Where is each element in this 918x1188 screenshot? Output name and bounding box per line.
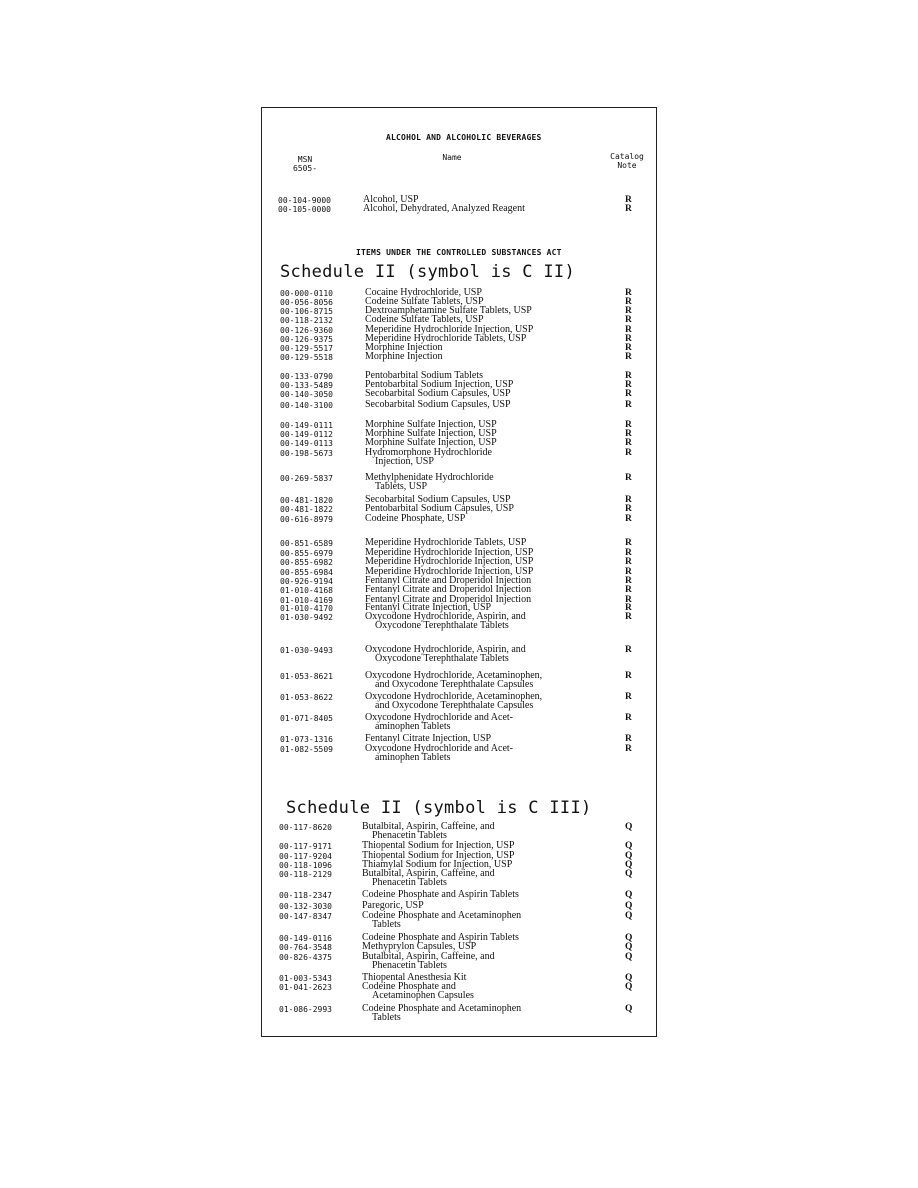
item-msn: 00-855-6982 (280, 558, 333, 567)
item-name: Oxycodone Hydrochloride, Aspirin, and (365, 611, 526, 622)
item-name: Meperidine Hydrochloride Injection, USP (365, 547, 534, 558)
item-msn: 00-133-0790 (280, 372, 333, 381)
item-msn: 01-010-4169 (280, 596, 333, 605)
item-catalog-note: R (625, 504, 632, 514)
item-catalog-note: R (625, 671, 632, 681)
item-name: Morphine Sulfate Injection, USP (365, 437, 497, 448)
item-catalog-note: R (625, 595, 632, 605)
item-msn: 00-118-2129 (279, 870, 332, 879)
item-catalog-note: Q (625, 982, 633, 992)
catalog-page (261, 107, 657, 1037)
item-msn: 00-105-0000 (278, 205, 331, 214)
item-msn: 00-149-0116 (279, 934, 332, 943)
item-msn: 01-053-8622 (280, 693, 333, 702)
msn-header (290, 155, 320, 173)
item-name-continued: Phenacetin Tablets (372, 830, 447, 841)
item-catalog-note: R (625, 420, 632, 430)
item-catalog-note: R (625, 325, 632, 335)
item-catalog-note: R (625, 195, 632, 205)
item-name: Alcohol, Dehydrated, Analyzed Reagent (363, 203, 525, 214)
item-name: Morphine Sulfate Injection, USP (365, 419, 497, 430)
item-catalog-note: Q (625, 901, 633, 911)
item-catalog-note: Q (625, 851, 633, 861)
name-header: Name (442, 153, 462, 162)
item-name-continued: aminophen Tablets (375, 752, 451, 763)
item-msn: 00-269-5837 (280, 474, 333, 483)
item-catalog-note: Q (625, 911, 633, 921)
item-msn: 00-147-8347 (279, 912, 332, 921)
msn-header-prefix: 6505- (292, 164, 318, 173)
item-catalog-note: Q (625, 1004, 633, 1014)
item-msn: 00-481-1822 (280, 505, 333, 514)
item-msn: 00-126-9360 (280, 326, 333, 335)
item-msn: 00-481-1820 (280, 496, 333, 505)
item-catalog-note: Q (625, 841, 633, 851)
item-name: Codeine Phosphate and Acetaminophen (362, 1003, 522, 1014)
item-name-continued: and Oxycodone Terephthalate Capsules (375, 700, 534, 711)
item-catalog-note: R (625, 473, 632, 483)
item-name: Paregoric, USP (362, 900, 424, 911)
item-name: Secobarbital Sodium Capsules, USP (365, 388, 511, 399)
item-name-continued: aminophen Tablets (375, 721, 451, 732)
item-name: Meperidine Hydrochloride Injection, USP (365, 566, 534, 577)
item-name: Codeine Phosphate and Aspirin Tablets (362, 932, 519, 943)
item-msn: 00-616-8979 (280, 515, 333, 524)
item-catalog-note: R (625, 334, 632, 344)
item-name-continued: Tablets (372, 919, 401, 930)
item-name: Fentanyl Citrate Injection, USP (365, 733, 492, 744)
item-name: Meperidine Hydrochloride Tablets, USP (365, 537, 527, 548)
item-catalog-note: R (625, 343, 632, 353)
item-catalog-note: Q (625, 952, 633, 962)
item-name: Morphine Injection (365, 342, 443, 353)
item-catalog-note: R (625, 448, 632, 458)
item-name: Codeine Sulfate Tablets, USP (365, 314, 484, 325)
item-name: Thiopental Sodium for Injection, USP (362, 850, 515, 861)
item-msn: 01-010-4168 (280, 586, 333, 595)
schedule-ii-title: Schedule II (symbol is C II) (280, 262, 575, 282)
item-catalog-note: Q (625, 933, 633, 943)
item-catalog-note: R (625, 567, 632, 577)
item-name: Oxycodone Hydrochloride, Aspirin, and (365, 644, 526, 655)
item-name: Meperidine Hydrochloride Injection, USP (365, 324, 534, 335)
item-msn: 00-926-9194 (280, 577, 333, 586)
item-msn: 01-041-2623 (279, 983, 332, 992)
item-name: Codeine Phosphate and Aspirin Tablets (362, 889, 519, 900)
item-catalog-note: R (625, 495, 632, 505)
item-name: Codeine Phosphate, USP (365, 513, 466, 524)
item-catalog-note: R (625, 603, 632, 613)
item-catalog-note: R (625, 438, 632, 448)
item-catalog-note: Q (625, 942, 633, 952)
item-msn: 00-118-2347 (279, 891, 332, 900)
item-name: Butalbital, Aspirin, Caffeine, and (362, 951, 495, 962)
item-msn: 01-003-5343 (279, 974, 332, 983)
item-name-continued: Tablets (372, 1012, 401, 1023)
item-msn: 00-117-8620 (279, 823, 332, 832)
item-msn: 00-149-0112 (280, 430, 333, 439)
item-name: Oxycodone Hydrochloride and Acet- (365, 743, 514, 754)
item-name: Butalbital, Aspirin, Caffeine, and (362, 868, 495, 879)
item-catalog-note: R (625, 692, 632, 702)
item-catalog-note: R (625, 585, 632, 595)
item-name: Thiamylal Sodium for Injection, USP (362, 859, 513, 870)
item-catalog-note: R (625, 538, 632, 548)
item-name: Pentobarbital Sodium Capsules, USP (365, 503, 514, 514)
item-name-continued: Acetaminophen Capsules (372, 990, 474, 1001)
item-msn: 00-056-8056 (280, 298, 333, 307)
item-name: Cocaine Hydrochloride, USP (365, 287, 482, 298)
item-msn: 00-117-9204 (279, 852, 332, 861)
item-catalog-note: Q (625, 869, 633, 879)
item-catalog-note: R (625, 204, 632, 214)
item-msn: 00-198-5673 (280, 449, 333, 458)
item-name: Codeine Phosphate and (362, 981, 456, 992)
item-name: Meperidine Hydrochloride Injection, USP (365, 556, 534, 567)
item-catalog-note: R (625, 548, 632, 558)
item-catalog-note: R (625, 371, 632, 381)
item-catalog-note: R (625, 576, 632, 586)
item-catalog-note: R (625, 612, 632, 622)
item-name: Pentobarbital Sodium Injection, USP (365, 379, 514, 390)
schedule-iii-title: Schedule II (symbol is C III) (286, 798, 592, 818)
item-name-continued: Tablets, USP (375, 481, 428, 492)
item-name: Thiopental Anesthesia Kit (362, 972, 467, 983)
item-msn: 00-826-4375 (279, 953, 332, 962)
item-name: Methyprylon Capsules, USP (362, 941, 477, 952)
item-name: Dextroamphetamine Sulfate Tablets, USP (365, 305, 532, 316)
item-name-continued: Oxycodone Terephthalate Tablets (375, 653, 509, 664)
item-name: Morphine Sulfate Injection, USP (365, 428, 497, 439)
item-name: Oxycodone Hydrochloride and Acet- (365, 712, 514, 723)
item-catalog-note: R (625, 315, 632, 325)
item-catalog-note: R (625, 734, 632, 744)
item-msn: 01-010-4170 (280, 604, 333, 613)
item-name: Secobarbital Sodium Capsules, USP (365, 494, 511, 505)
item-name: Meperidine Hydrochloride Tablets, USP (365, 333, 527, 344)
item-catalog-note: R (625, 744, 632, 754)
item-msn: 00-149-0113 (280, 439, 333, 448)
item-name: Hydromorphone Hydrochloride (365, 447, 492, 458)
item-catalog-note: R (625, 713, 632, 723)
item-msn: 01-073-1316 (280, 735, 333, 744)
item-name-continued: Phenacetin Tablets (372, 877, 447, 888)
item-name: Butalbital, Aspirin, Caffeine, and (362, 821, 495, 832)
item-catalog-note: R (625, 288, 632, 298)
item-name: Alcohol, USP (363, 194, 419, 205)
item-catalog-note: R (625, 352, 632, 362)
item-msn: 01-071-8405 (280, 714, 333, 723)
item-msn: 00-140-3050 (280, 390, 333, 399)
item-msn: 00-140-3100 (280, 401, 333, 410)
item-catalog-note: R (625, 389, 632, 399)
item-msn: 00-129-5518 (280, 353, 333, 362)
catalog-note-header (602, 152, 652, 170)
item-catalog-note: Q (625, 860, 633, 870)
item-msn: 00-132-3030 (279, 902, 332, 911)
item-msn: 00-129-5517 (280, 344, 333, 353)
item-msn: 01-030-9492 (280, 613, 333, 622)
item-name: Fentanyl Citrate and Droperidol Injection (365, 594, 532, 605)
item-name: Fentanyl Citrate and Droperidol Injection (365, 575, 532, 586)
item-name: Thiopental Sodium for Injection, USP (362, 840, 515, 851)
item-catalog-note: Q (625, 890, 633, 900)
item-msn: 00-104-9000 (278, 196, 331, 205)
item-name: Fentanyl Citrate Injection, USP (365, 602, 492, 613)
note-header-label: Note (617, 161, 637, 170)
item-name-continued: Injection, USP (375, 456, 434, 467)
item-msn: 01-086-2993 (279, 1005, 332, 1014)
item-msn: 01-082-5509 (280, 745, 333, 754)
csa-section-title: ITEMS UNDER THE CONTROLLED SUBSTANCES ACT (356, 248, 562, 257)
item-msn: 00-118-1096 (279, 861, 332, 870)
item-msn: 00-000-0110 (280, 289, 333, 298)
item-name: Oxycodone Hydrochloride, Acetaminophen, (365, 691, 543, 702)
item-catalog-note: R (625, 297, 632, 307)
item-name: Codeine Sulfate Tablets, USP (365, 296, 484, 307)
item-msn: 00-117-9171 (279, 842, 332, 851)
item-catalog-note: Q (625, 973, 633, 983)
alcohol-section-title: ALCOHOL AND ALCOHOLIC BEVERAGES (386, 133, 542, 142)
item-name: Codeine Phosphate and Acetaminophen (362, 910, 522, 921)
item-name: Oxycodone Hydrochloride, Acetaminophen, (365, 670, 543, 681)
item-msn: 00-855-6984 (280, 568, 333, 577)
item-msn: 00-855-6979 (280, 549, 333, 558)
item-catalog-note: Q (625, 822, 633, 832)
item-msn: 00-126-9375 (280, 335, 333, 344)
item-name-continued: Phenacetin Tablets (372, 960, 447, 971)
item-msn: 00-133-5489 (280, 381, 333, 390)
item-msn: 01-053-8621 (280, 672, 333, 681)
item-msn: 00-106-8715 (280, 307, 333, 316)
item-name: Pentobarbital Sodium Tablets (365, 370, 483, 381)
item-name: Methylphenidate Hydrochloride (365, 472, 494, 483)
msn-header-label: MSN (297, 155, 313, 164)
item-name-continued: and Oxycodone Terephthalate Capsules (375, 679, 534, 690)
item-name: Secobarbital Sodium Capsules, USP (365, 399, 511, 410)
item-msn: 00-764-3548 (279, 943, 332, 952)
item-msn: 00-149-0111 (280, 421, 333, 430)
item-name-continued: Oxycodone Terephthalate Tablets (375, 620, 509, 631)
item-name: Fentanyl Citrate and Droperidol Injection (365, 584, 532, 595)
item-name: Morphine Injection (365, 351, 443, 362)
item-catalog-note: R (625, 645, 632, 655)
item-catalog-note: R (625, 557, 632, 567)
item-msn: 00-851-6589 (280, 539, 333, 548)
item-catalog-note: R (625, 400, 632, 410)
item-catalog-note: R (625, 514, 632, 524)
item-catalog-note: R (625, 380, 632, 390)
item-catalog-note: R (625, 306, 632, 316)
item-catalog-note: R (625, 429, 632, 439)
item-msn: 01-030-9493 (280, 646, 333, 655)
catalog-header-label: Catalog (610, 152, 644, 161)
item-msn: 00-118-2132 (280, 316, 333, 325)
